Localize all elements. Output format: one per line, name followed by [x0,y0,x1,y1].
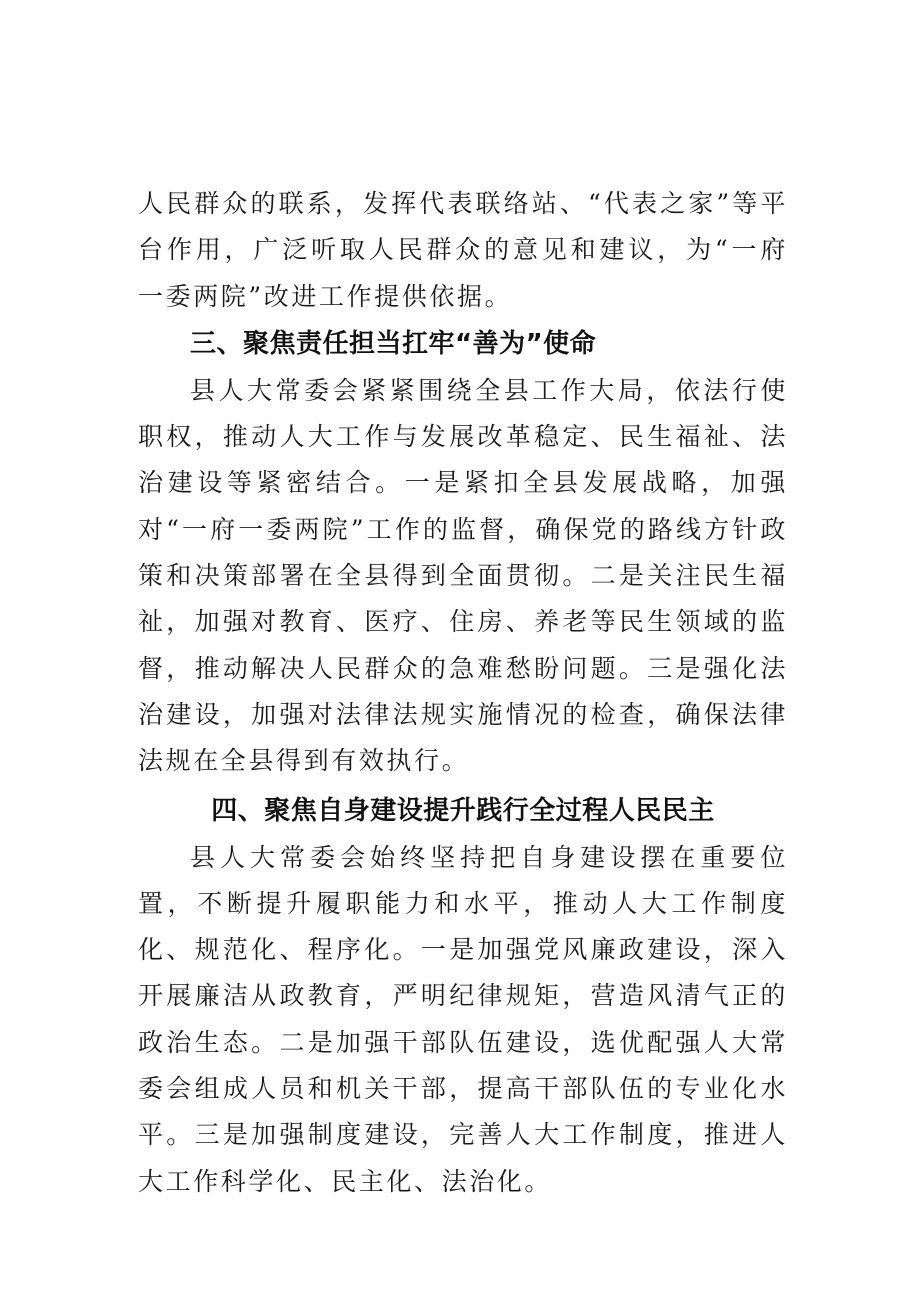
paragraph-section-3: 县人大常委会紧紧围绕全县工作大局，依法行使职权，推动人大工作与发展改革稳定、民生福祉、法治建设等紧密结合。一是紧扣全县发展战略，加强对“一府一委两院”工作的监督，确保党的路线方针政策和决策部署在全县得到全面贯彻。二是关注民生福祉，加强对教育、医疗、住房、养老等民生领域的监督，推动解决人民群众的急难愁盼问题。三是强化法治建设，加强对法律法规实施情况的检查，确保法律法规在全县得到有效执行。 [138,375,788,776]
paragraph-section-4: 县人大常委会始终坚持把自身建设摆在重要位置，不断提升履职能力和水平，推动人大工作制度化、规范化、程序化。一是加强党风廉政建设，深入开展廉洁从政教育，严明纪律规矩，营造风清气正的政治生态。二是加强干部队伍建设，选优配强人大常委会组成人员和机关干部，提高干部队伍的专业化水平。三是加强制度建设，完善人大工作制度，推进人大工作科学化、民主化、法治化。 [138,842,788,1196]
section-heading-4: 四、聚焦自身建设提升践行全过程人民民主 [211,795,715,826]
section-heading-3: 三、聚焦责任担当扛牢“善为”使命 [190,328,597,359]
document-body [138,181,788,1205]
paragraph-continuation: 人民群众的联系，发挥代表联络站、“代表之家”等平台作用，广泛听取人民群众的意见和建议，为“一府一委两院”改进工作提供依据。 [138,189,788,311]
